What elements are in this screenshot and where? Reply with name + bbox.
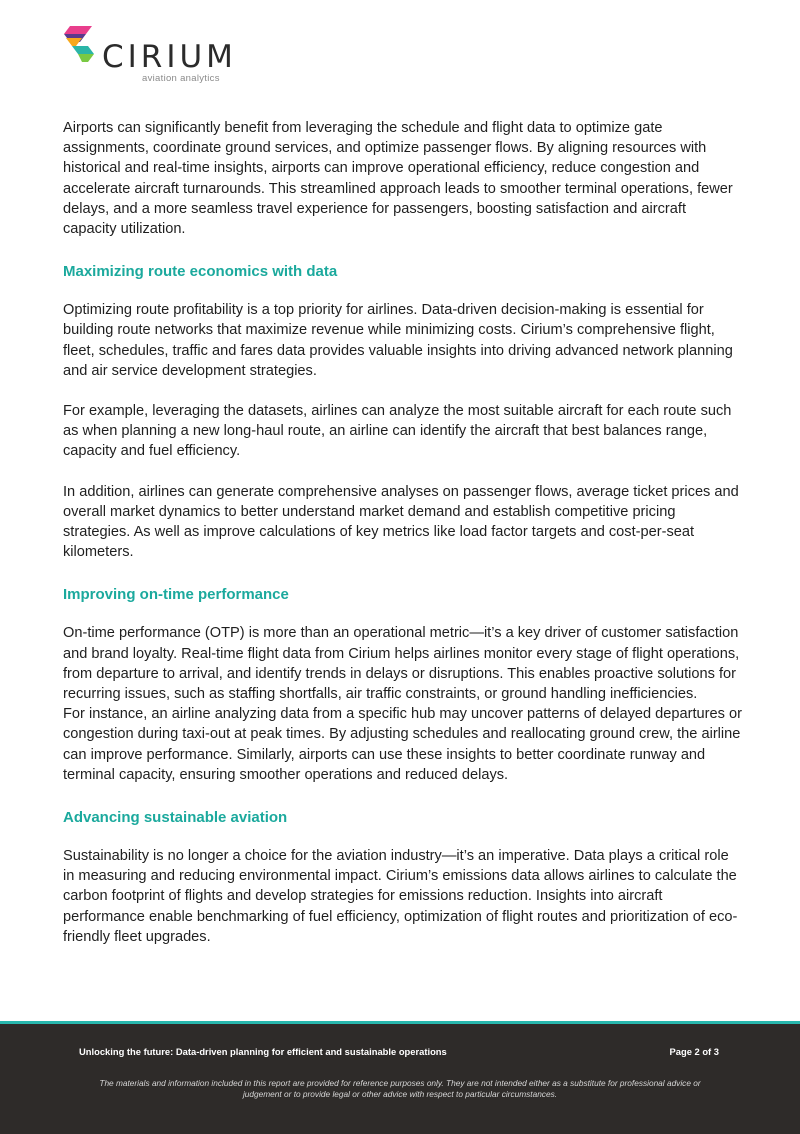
paragraph: Optimizing route profitability is a top priority for airlines. Data-driven decision-making is essential for building route networks that maximize revenue while minimizing costs. Cirium’s comprehensive flight, fleet, schedules, traffic and fares data provides valuable insights into driving advanced network planning and air service development strategies. (63, 302, 733, 379)
footer-disclaimer: The materials and information included in this report are provided for reference purposes only. They are not intended either as a substitute for professional advice or judgement or to provide legal or other advice with respect to particular circumstances. (99, 1078, 701, 1099)
cirium-logo (62, 24, 237, 86)
logo-wordmark: CIRIUM (102, 39, 237, 75)
cirium-logo-mark-icon (62, 24, 102, 64)
page-footer (0, 1021, 800, 1134)
section-heading-on-time-performance: Improving on-time performance (63, 586, 289, 604)
intro-paragraph: Airports can significantly benefit from leveraging the schedule and flight data to optimize gate assignments, coordinate ground services, and optimize passenger flows. By aligning resources with historical and real-time insights, airports can improve operational efficiency, reduce congestion and accelerate aircraft turnarounds. This streamlined approach leads to smoother terminal operations, fewer delays, and a more seamless travel experience for passengers, boosting satisfaction and aircraft capacity utilization. (63, 120, 733, 238)
paragraph: In addition, airlines can generate comprehensive analyses on passenger flows, average ticket prices and overall market dynamics to better understand market demand and establish competitive pricing strategies. As well as improve calculations of key metrics like load factor targets and cost-per-seat kilometers. (63, 483, 739, 561)
paragraph: For example, leveraging the datasets, airlines can analyze the most suitable aircraft for each route such as when planning a new long-haul route, an airline can identify the aircraft that best balances range, capacity and fuel efficiency. (63, 403, 732, 460)
page-number: Page 2 of 3 (669, 1046, 719, 1057)
section-heading-sustainable-aviation: Advancing sustainable aviation (63, 809, 288, 827)
paragraph: On-time performance (OTP) is more than an operational metric—it’s a key driver of customer satisfaction and brand loyalty. Real-time flight data from Cirium helps airlines monitor every stage of flight operations, from departure to arrival, and identify trends in delays or disruptions. This enables proactive solutions for recurring issues, such as staffing shortfalls, air traffic constraints, or ground handling inefficiencies. (63, 625, 740, 703)
section-heading-route-economics: Maximizing route economics with data (63, 263, 338, 281)
logo-tagline: aviation analytics (142, 73, 220, 84)
paragraph: Sustainability is no longer a choice for the aviation industry—it’s an imperative. Data plays a critical role in measuring and reducing environmental impact. Cirium’s emissions data allows airlines to calculate the carbon footprint of flights and develop strategies for emissions reduction. Insights into aircraft performance enable benchmarking of fuel efficiency, optimization of flight routes and prioritization of eco-friendly fleet upgrades. (63, 848, 738, 945)
footer-title: Unlocking the future: Data-driven planning for efficient and sustainable operations (79, 1046, 447, 1057)
document-body (63, 118, 743, 947)
paragraph: For instance, an airline analyzing data from a specific hub may uncover patterns of delayed departures or congestion during taxi-out at peak times. By adjusting schedules and reallocating ground crew, the airline can improve performance. Similarly, airports can use these insights to better coordinate runway and terminal capacity, ensuring smoother operations and reduced delays. (63, 706, 742, 783)
